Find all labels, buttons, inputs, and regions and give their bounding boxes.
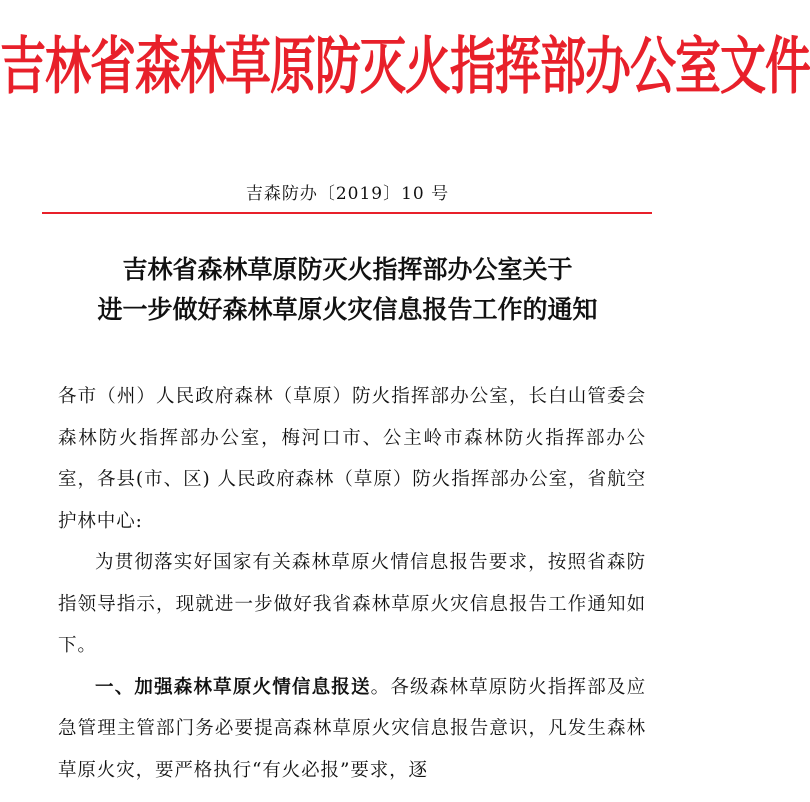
red-divider-line xyxy=(42,212,652,214)
notice-title xyxy=(0,250,695,330)
document-body xyxy=(58,376,646,791)
document-header-title: 吉林省森林草原防灭火指挥部办公室文件 xyxy=(0,29,810,103)
document-number: 吉森防办〔2019〕10 号 xyxy=(245,184,450,204)
intro-paragraph: 为贯彻落实好国家有关森林草原火情信息报告要求，按照省森防指领导指示，现就进一步做好我省森林草原火灾信息报告工作通知如下。 xyxy=(58,552,646,656)
recipients-paragraph: 各市（州）人民政府森林（草原）防火指挥部办公室，长白山管委会森林防火指挥部办公室，梅河口市、公主岭市森林防火指挥部办公室，各县(市、区) 人民政府森林（草原）防火指挥部办公室，省航空护林中心: xyxy=(58,386,646,532)
section-1-text: 。各级森林草原防火指挥部及应急管理主管部门务必要提高森林草原火灾信息报告意识，凡发生森林草原火灾，要严格执行“有火必报”要求，逐 xyxy=(58,676,646,781)
notice-title-line-1: 吉林省森林草原防灭火指挥部办公室关于 xyxy=(122,255,573,284)
section-1-heading: 一、加强森林草原火情信息报送 xyxy=(95,676,371,698)
notice-title-line-2: 进一步做好森林草原火灾信息报告工作的通知 xyxy=(97,295,598,324)
section-1-paragraph xyxy=(58,667,646,792)
